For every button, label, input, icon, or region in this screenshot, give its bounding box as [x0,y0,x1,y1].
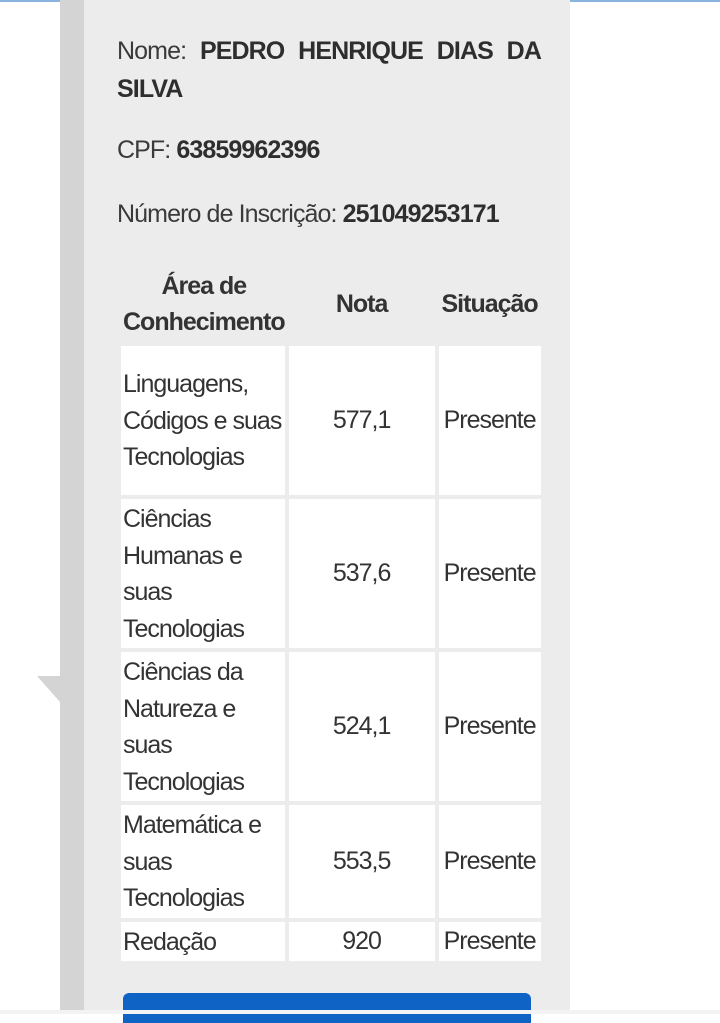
cell-area: Linguagens, Códigos e suas Tecnologias [121,346,285,495]
action-button[interactable] [123,993,531,1023]
cell-nota: 553,5 [289,805,435,918]
cell-situacao: Presente [439,652,541,801]
inscricao-label: Número de Inscrição: [117,200,337,228]
cpf-value: 63859962396 [176,136,320,164]
name-label: Nome: [117,37,187,65]
cell-situacao: Presente [439,922,541,961]
cell-situacao: Presente [439,499,541,648]
header-area: Área de Conhecimento [123,272,285,336]
cell-nota: 920 [289,922,435,961]
card-side-bar [60,0,84,1010]
table-row [121,922,541,961]
cpf-label: CPF: [117,136,171,164]
cell-area: Ciências Humanas e suas Tecnologias [121,499,285,648]
table-row [121,805,541,918]
cell-nota: 577,1 [289,346,435,495]
candidate-inscricao [117,198,499,230]
name-value: PEDRO HENRIQUE DIAS DA SILVA [117,37,541,103]
header-situacao: Situação [441,290,538,318]
table-row [121,346,541,495]
header-nota: Nota [335,290,388,318]
table-row [121,652,541,801]
callout-notch [37,676,60,702]
table-row [121,499,541,648]
cell-area: Redação [121,922,285,961]
cell-situacao: Presente [439,346,541,495]
bottom-edge [0,1010,720,1014]
table-header-row [121,266,541,342]
candidate-cpf [117,134,319,166]
scores-table [117,262,545,965]
candidate-name [117,32,541,108]
cell-area: Matemática e suas Tecnologias [121,805,285,918]
cell-nota: 524,1 [289,652,435,801]
inscricao-value: 251049253171 [342,200,499,228]
cell-situacao: Presente [439,805,541,918]
cell-area: Ciências da Natureza e suas Tecnologias [121,652,285,801]
cell-nota: 537,6 [289,499,435,648]
